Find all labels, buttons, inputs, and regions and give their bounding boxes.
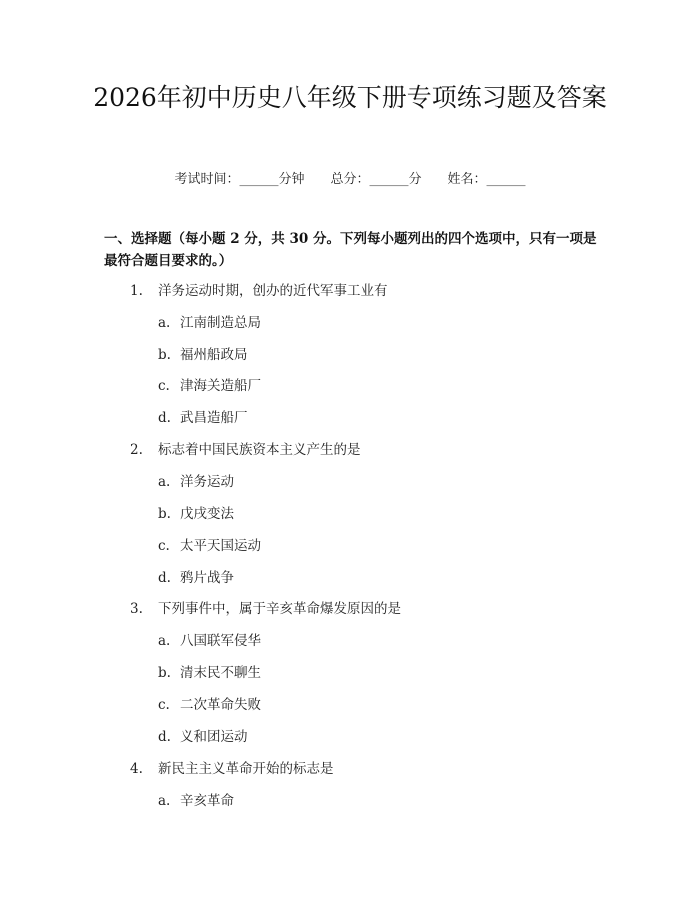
question-text: 洋务运动时期，创办的近代军事工业有 [158, 283, 388, 299]
option-text: 太平天国运动 [180, 538, 261, 554]
option-2a [158, 473, 234, 491]
option-text: 八国联军侵华 [180, 633, 261, 649]
question-number: 3. [130, 601, 143, 617]
total-score-field: 总分：______分 [330, 172, 422, 187]
option-3b [158, 664, 261, 682]
option-text: 清末民不聊生 [180, 665, 261, 681]
option-letter: b. [158, 665, 171, 681]
option-text: 辛亥革命 [180, 793, 234, 809]
option-2b [158, 505, 234, 523]
question-2 [130, 441, 361, 459]
option-1d [158, 409, 248, 427]
option-letter: c. [158, 378, 170, 394]
option-text: 戊戌变法 [180, 506, 234, 522]
exam-meta-line [0, 168, 700, 187]
question-1 [130, 282, 388, 300]
option-letter: d. [158, 570, 171, 586]
question-number: 1. [130, 283, 143, 299]
option-letter: d. [158, 410, 171, 426]
option-letter: c. [158, 697, 170, 713]
question-text: 新民主主义革命开始的标志是 [158, 761, 334, 777]
question-number: 2. [130, 442, 143, 458]
page-title: 2026年初中历史八年级下册专项练习题及答案 [93, 83, 607, 112]
question-number: 4. [130, 761, 143, 777]
option-3d [158, 728, 248, 746]
option-text: 武昌造船厂 [180, 410, 248, 426]
option-1b [158, 346, 248, 364]
option-letter: a. [158, 315, 171, 331]
question-text: 标志着中国民族资本主义产生的是 [158, 442, 361, 458]
exam-time-field: 考试时间：______分钟 [174, 172, 305, 187]
option-2d [158, 569, 234, 587]
option-letter: a. [158, 474, 171, 490]
option-text: 江南制造总局 [180, 315, 261, 331]
option-4a [158, 792, 234, 810]
option-1c [158, 377, 261, 395]
option-text: 二次革命失败 [180, 697, 261, 713]
option-letter: a. [158, 793, 171, 809]
option-letter: b. [158, 506, 171, 522]
question-text: 下列事件中，属于辛亥革命爆发原因的是 [158, 601, 401, 617]
option-letter: b. [158, 347, 171, 363]
option-text: 福州船政局 [180, 347, 248, 363]
question-4 [130, 760, 334, 778]
option-text: 洋务运动 [180, 474, 234, 490]
option-3a [158, 632, 261, 650]
student-name-field: 姓名：______ [447, 172, 526, 187]
section-heading: 一、选择题（每小题 2 分，共 30 分。下列每小题列出的四个选项中，只有一项是最符合题目要求的。） [104, 231, 597, 269]
option-letter: c. [158, 538, 170, 554]
option-3c [158, 696, 261, 714]
option-letter: a. [158, 633, 171, 649]
option-text: 鸦片战争 [180, 570, 234, 586]
option-1a [158, 314, 261, 332]
option-text: 津海关造船厂 [180, 378, 261, 394]
option-letter: d. [158, 729, 171, 745]
question-3 [130, 600, 401, 618]
option-2c [158, 537, 261, 555]
option-text: 义和团运动 [180, 729, 248, 745]
